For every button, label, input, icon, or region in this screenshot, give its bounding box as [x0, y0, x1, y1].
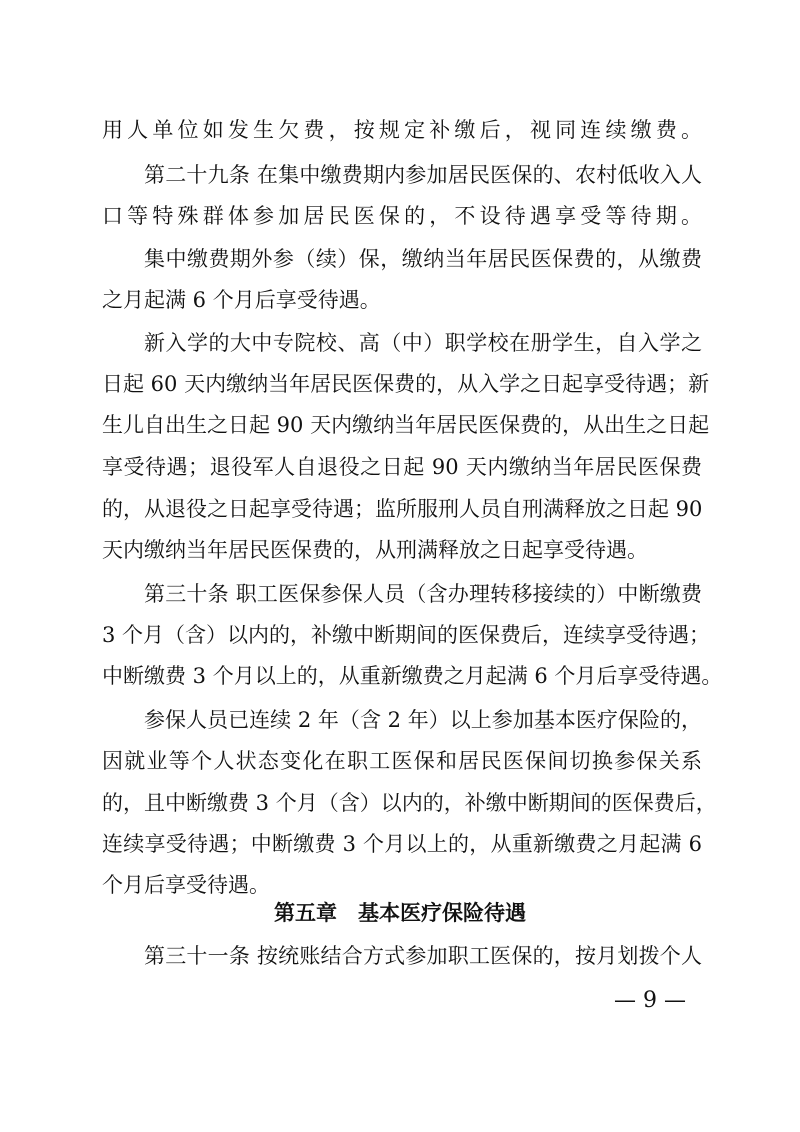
text-line: 中断缴费 3 个月以上的，从重新缴费之月起满 6 个月后享受待遇。 — [102, 664, 723, 688]
text-line: 的，从退役之日起享受待遇；监所服刑人员自刑满释放之日起 90 — [102, 497, 703, 521]
text-line: 天内缴纳当年居民医保费的，从刑满释放之日起享受待遇。 — [102, 538, 648, 562]
article-number: 第三十条 — [144, 582, 229, 606]
article-29-line — [144, 160, 702, 190]
article-31-line — [144, 941, 702, 971]
article-30-line — [144, 579, 702, 609]
text-line: 新入学的大中专院校、高（中）职学校在册学生，自入学之 — [144, 331, 702, 355]
chapter-heading: 第五章 基本医疗保险待遇 — [274, 901, 526, 925]
page-number: — 9 — — [614, 988, 686, 1013]
text-line: 的，且中断缴费 3 个月（含）以内的，补缴中断期间的医保费后， — [102, 791, 717, 815]
text-line: 用人单位如发生欠费，按规定补缴后，视同连续缴费。 — [102, 118, 702, 142]
text-line: 日起 60 天内缴纳当年居民医保费的，从入学之日起享受待遇；新 — [102, 372, 710, 396]
article-text: 在集中缴费期内参加居民医保的、农村低收入人 — [256, 163, 703, 187]
text-line: 集中缴费期外参（续）保，缴纳当年居民医保费的，从缴费 — [144, 247, 702, 271]
article-text: 按统账结合方式参加职工医保的，按月划拨个人 — [256, 944, 703, 968]
article-text: 职工医保参保人员（含办理转移接续的）中断缴费 — [235, 582, 703, 606]
text-line: 参保人员已连续 2 年（含 2 年）以上参加基本医疗保险的， — [144, 708, 702, 732]
text-line: 享受待遇；退役军人自退役之日起 90 天内缴纳当年居民医保费 — [102, 455, 702, 479]
text-line: 个月后享受待遇。 — [102, 873, 270, 897]
article-number: 第二十九条 — [144, 163, 251, 187]
text-line: 因就业等个人状态变化在职工医保和居民医保间切换参保关系 — [102, 749, 702, 773]
text-line: 之月起满 6 个月后享受待遇。 — [102, 288, 381, 312]
text-line: 连续享受待遇；中断缴费 3 个月以上的，从重新缴费之月起满 6 — [102, 832, 702, 856]
text-line: 口等特殊群体参加居民医保的，不设待遇享受等待期。 — [102, 204, 702, 228]
text-line: 生儿自出生之日起 90 天内缴纳当年居民医保费的，从出生之日起 — [102, 413, 710, 437]
article-number: 第三十一条 — [144, 944, 251, 968]
text-line: 3 个月（含）以内的，补缴中断期间的医保费后，连续享受待遇； — [102, 623, 711, 647]
